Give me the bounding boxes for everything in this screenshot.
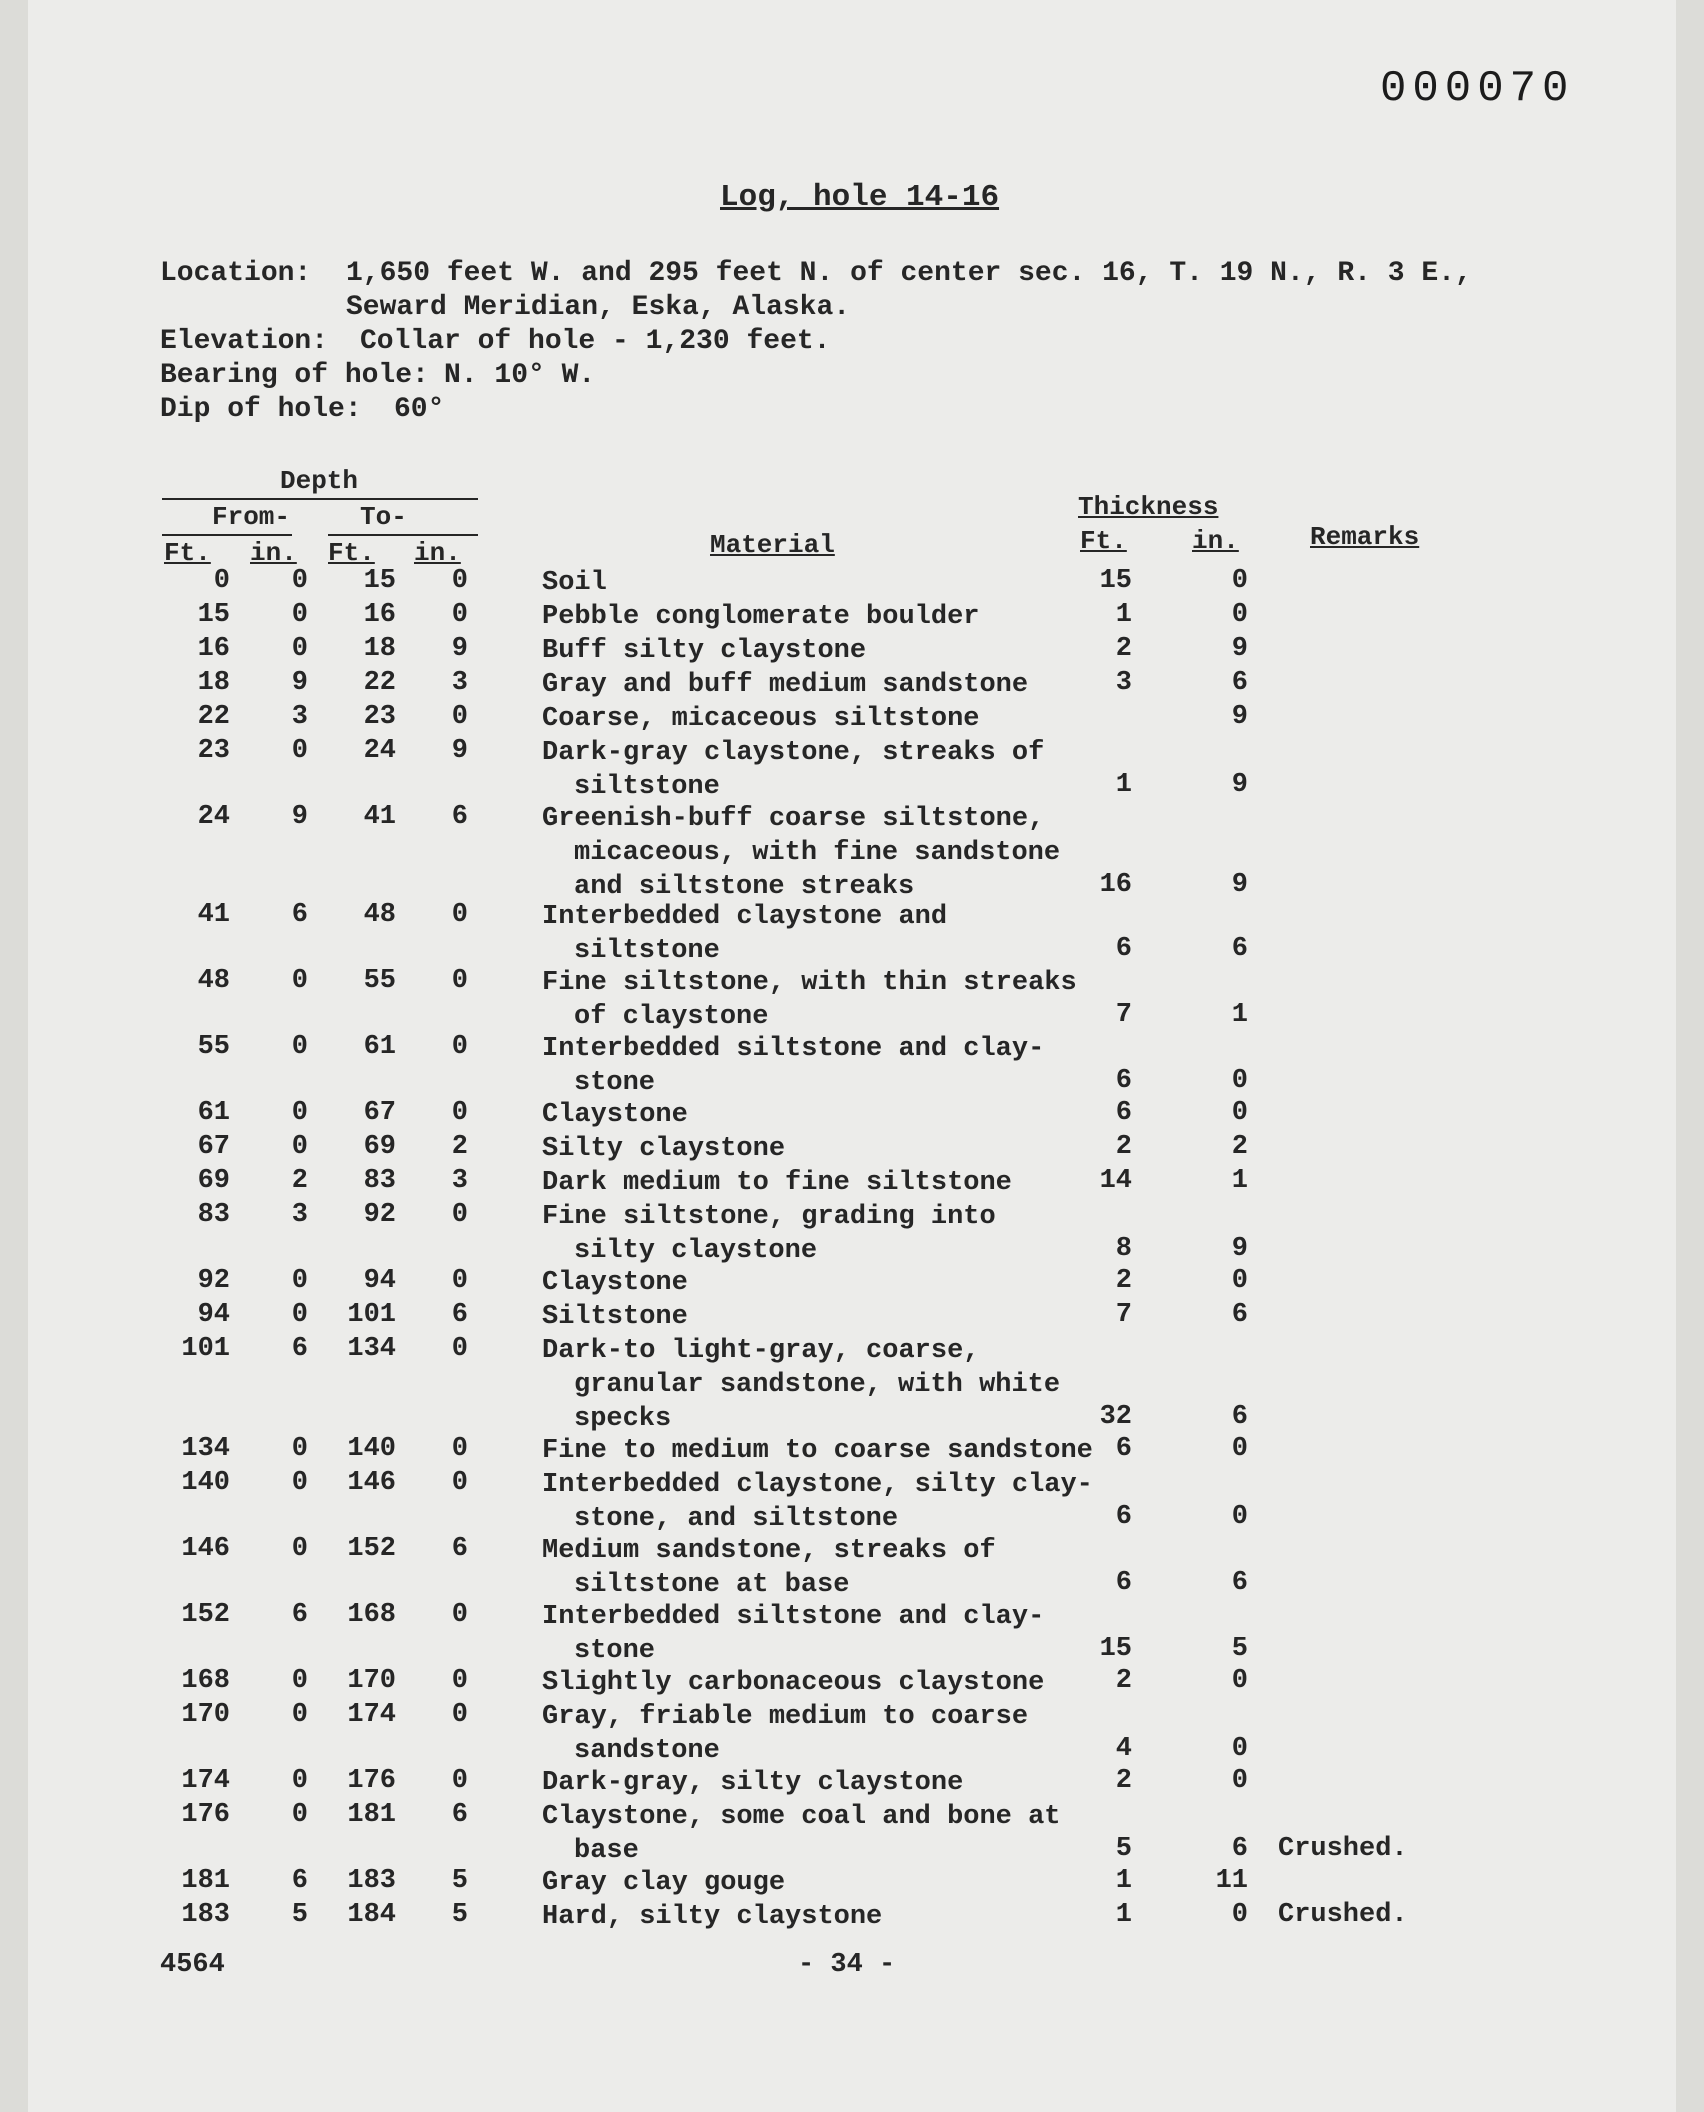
row-material-line: Interbedded claystone, silty clay- <box>542 1470 1093 1500</box>
elevation-value: Collar of hole - 1,230 feet. <box>360 326 831 357</box>
row-to-in: 0 <box>451 966 468 996</box>
row-material-line: Pebble conglomerate boulder <box>542 602 980 632</box>
row-from-ft: 146 <box>181 1534 230 1564</box>
row-from-in: 0 <box>291 1468 308 1498</box>
row-from-in: 0 <box>291 736 308 766</box>
row-to-in: 5 <box>451 1900 468 1930</box>
row-from-ft: 23 <box>197 736 230 766</box>
row-thickness-in: 6 <box>1231 1568 1248 1598</box>
row-to-in: 6 <box>451 802 468 832</box>
row-material-line: stone <box>574 1068 656 1098</box>
row-material <box>542 1600 1102 1668</box>
row-thickness-ft: 1 <box>1115 1900 1132 1930</box>
row-from-in: 9 <box>291 668 308 698</box>
row-thickness-in: 9 <box>1231 1234 1248 1264</box>
footer-code: 4564 <box>160 1950 225 1980</box>
row-from-ft: 168 <box>181 1666 230 1696</box>
row-to-in: 0 <box>451 600 468 630</box>
row-thickness-in: 5 <box>1231 1634 1248 1664</box>
thickness-header: Thickness <box>1078 492 1219 522</box>
row-thickness-in: 0 <box>1231 1734 1248 1764</box>
row-material-line: Greenish-buff coarse siltstone, <box>542 804 1045 834</box>
row-material-line: siltstone <box>574 936 720 966</box>
row-material-line: specks <box>574 1404 672 1434</box>
row-material <box>542 1200 1102 1268</box>
row-to-in: 0 <box>451 900 468 930</box>
row-thickness-ft: 7 <box>1115 1300 1132 1330</box>
row-to-ft: 69 <box>363 1132 396 1162</box>
row-from-ft: 67 <box>197 1132 230 1162</box>
row-thickness-ft: 2 <box>1115 1766 1132 1796</box>
row-from-ft: 134 <box>181 1434 230 1464</box>
row-thickness-in: 6 <box>1231 1402 1248 1432</box>
row-material-line: Fine siltstone, with thin streaks <box>542 968 1077 998</box>
row-to-ft: 55 <box>363 966 396 996</box>
row-to-ft: 15 <box>363 566 396 596</box>
row-from-ft: 101 <box>181 1334 230 1364</box>
row-material <box>542 668 1102 702</box>
row-to-in: 3 <box>451 668 468 698</box>
row-from-in: 5 <box>291 1900 308 1930</box>
row-to-ft: 140 <box>347 1434 396 1464</box>
row-thickness-ft: 6 <box>1115 1568 1132 1598</box>
row-material-line: Coarse, micaceous siltstone <box>542 704 980 734</box>
row-thickness-ft: 1 <box>1115 1866 1132 1896</box>
row-thickness-in: 0 <box>1231 1098 1248 1128</box>
row-thickness-in: 9 <box>1231 702 1248 732</box>
row-to-ft: 176 <box>347 1766 396 1796</box>
row-thickness-in: 9 <box>1231 870 1248 900</box>
row-material <box>542 802 1102 904</box>
row-thickness-ft: 6 <box>1115 1066 1132 1096</box>
row-material-line: Slightly carbonaceous claystone <box>542 1668 1045 1698</box>
row-material-line: Interbedded siltstone and clay- <box>542 1602 1045 1632</box>
row-to-ft: 83 <box>363 1166 396 1196</box>
row-to-in: 0 <box>451 1434 468 1464</box>
row-from-in: 0 <box>291 1800 308 1830</box>
row-material-line: silty claystone <box>574 1236 818 1266</box>
row-to-ft: 94 <box>363 1266 396 1296</box>
row-thickness-in: 1 <box>1231 1166 1248 1196</box>
row-to-ft: 152 <box>347 1534 396 1564</box>
row-from-in: 6 <box>291 1600 308 1630</box>
row-from-in: 0 <box>291 566 308 596</box>
row-thickness-in: 0 <box>1231 600 1248 630</box>
to-in-header: in. <box>414 538 461 568</box>
row-thickness-in: 0 <box>1231 1434 1248 1464</box>
row-from-in: 0 <box>291 1098 308 1128</box>
row-thickness-in: 1 <box>1231 1000 1248 1030</box>
row-thickness-in: 6 <box>1231 1834 1248 1864</box>
depth-header: Depth <box>280 466 359 496</box>
row-material <box>542 600 1102 634</box>
row-thickness-in: 11 <box>1215 1866 1248 1896</box>
material-header: Material <box>710 530 835 560</box>
row-material <box>542 1700 1102 1768</box>
row-from-in: 9 <box>291 802 308 832</box>
row-from-ft: 15 <box>197 600 230 630</box>
row-to-ft: 174 <box>347 1700 396 1730</box>
row-material <box>542 1300 1102 1334</box>
row-thickness-in: 0 <box>1231 1900 1248 1930</box>
row-from-ft: 61 <box>197 1098 230 1128</box>
row-material-line: Claystone <box>542 1268 688 1298</box>
row-to-in: 2 <box>451 1132 468 1162</box>
row-to-ft: 23 <box>363 702 396 732</box>
row-thickness-ft: 2 <box>1115 1666 1132 1696</box>
row-thickness-in: 2 <box>1231 1132 1248 1162</box>
row-from-in: 0 <box>291 1534 308 1564</box>
row-from-ft: 152 <box>181 1600 230 1630</box>
row-to-in: 5 <box>451 1866 468 1896</box>
row-from-ft: 22 <box>197 702 230 732</box>
bearing-value: N. 10° W. <box>444 360 596 391</box>
row-material <box>542 634 1102 668</box>
row-to-ft: 170 <box>347 1666 396 1696</box>
row-from-ft: 16 <box>197 634 230 664</box>
row-material-line: Dark-gray claystone, streaks of <box>542 738 1045 768</box>
row-from-ft: 18 <box>197 668 230 698</box>
row-to-ft: 18 <box>363 634 396 664</box>
row-from-in: 0 <box>291 1666 308 1696</box>
location-line-1: 1,650 feet W. and 295 feet N. of center sec. 16, T. 19 N., R. 3 E., <box>346 258 1472 289</box>
row-material <box>542 1866 1102 1900</box>
row-to-ft: 183 <box>347 1866 396 1896</box>
elevation-label: Elevation: <box>160 326 329 357</box>
row-material <box>542 966 1102 1034</box>
from-header: From- <box>212 502 291 532</box>
row-material <box>542 702 1102 736</box>
remarks-header: Remarks <box>1310 522 1420 552</box>
row-to-in: 0 <box>451 702 468 732</box>
serial-number: 000070 <box>1380 64 1575 114</box>
row-to-in: 9 <box>451 634 468 664</box>
row-thickness-in: 0 <box>1231 566 1248 596</box>
row-thickness-ft: 6 <box>1115 1502 1132 1532</box>
row-from-ft: 140 <box>181 1468 230 1498</box>
row-thickness-in: 0 <box>1231 1066 1248 1096</box>
row-to-in: 0 <box>451 1766 468 1796</box>
row-from-in: 0 <box>291 1700 308 1730</box>
row-material <box>542 1900 1102 1934</box>
page-number: - 34 - <box>798 1950 896 1980</box>
row-material <box>542 1534 1102 1602</box>
row-material-line: micaceous, with fine sandstone <box>574 838 1061 868</box>
row-to-ft: 48 <box>363 900 396 930</box>
document-page <box>28 0 1676 2112</box>
row-thickness-ft: 3 <box>1115 668 1132 698</box>
row-from-ft: 69 <box>197 1166 230 1196</box>
to-header: To- <box>360 502 407 532</box>
row-material-line: Interbedded claystone and <box>542 902 948 932</box>
row-material <box>542 1434 1102 1468</box>
row-from-ft: 94 <box>197 1300 230 1330</box>
row-material-line: and siltstone streaks <box>574 872 915 902</box>
row-to-ft: 101 <box>347 1300 396 1330</box>
row-from-in: 3 <box>291 702 308 732</box>
row-from-in: 0 <box>291 966 308 996</box>
row-thickness-ft: 15 <box>1099 1634 1132 1664</box>
row-thickness-ft: 8 <box>1115 1234 1132 1264</box>
row-from-in: 6 <box>291 1334 308 1364</box>
from-in-header: in. <box>250 538 297 568</box>
row-thickness-ft: 7 <box>1115 1000 1132 1030</box>
page-title: Log, hole 14-16 <box>720 180 1000 215</box>
thickness-in-header: in. <box>1192 526 1239 556</box>
row-thickness-ft: 2 <box>1115 1132 1132 1162</box>
row-thickness-ft: 1 <box>1115 600 1132 630</box>
row-to-ft: 146 <box>347 1468 396 1498</box>
row-to-in: 0 <box>451 1032 468 1062</box>
row-to-ft: 134 <box>347 1334 396 1364</box>
row-thickness-ft: 6 <box>1115 1098 1132 1128</box>
row-thickness-in: 0 <box>1231 1666 1248 1696</box>
row-material-line: Interbedded siltstone and clay- <box>542 1034 1045 1064</box>
row-to-ft: 22 <box>363 668 396 698</box>
location-label: Location: <box>160 258 312 289</box>
row-from-in: 0 <box>291 1300 308 1330</box>
row-thickness-ft: 14 <box>1099 1166 1132 1196</box>
row-to-ft: 168 <box>347 1600 396 1630</box>
row-to-in: 0 <box>451 1266 468 1296</box>
row-material <box>542 1334 1102 1436</box>
row-thickness-ft: 2 <box>1115 1266 1132 1296</box>
row-from-ft: 0 <box>213 566 230 596</box>
row-to-in: 6 <box>451 1300 468 1330</box>
row-thickness-in: 9 <box>1231 770 1248 800</box>
row-material-line: base <box>574 1836 639 1866</box>
row-material-line: Dark-to light-gray, coarse, <box>542 1336 980 1366</box>
dip-value: 60° <box>394 394 445 425</box>
to-header-rule <box>328 534 478 536</box>
row-thickness-in: 0 <box>1231 1502 1248 1532</box>
dip-label: Dip of hole: <box>160 394 362 425</box>
row-to-in: 0 <box>451 1600 468 1630</box>
row-to-in: 9 <box>451 736 468 766</box>
row-to-in: 6 <box>451 1800 468 1830</box>
row-material <box>542 1032 1102 1100</box>
row-to-ft: 92 <box>363 1200 396 1230</box>
row-material <box>542 1266 1102 1300</box>
row-thickness-in: 0 <box>1231 1266 1248 1296</box>
row-to-in: 3 <box>451 1166 468 1196</box>
row-material-line: siltstone at base <box>574 1570 850 1600</box>
from-header-rule <box>162 534 292 536</box>
row-material-line: of claystone <box>574 1002 769 1032</box>
row-from-ft: 83 <box>197 1200 230 1230</box>
depth-header-rule <box>162 498 478 500</box>
row-to-ft: 181 <box>347 1800 396 1830</box>
row-from-ft: 183 <box>181 1900 230 1930</box>
row-thickness-ft: 6 <box>1115 1434 1132 1464</box>
row-material-line: granular sandstone, with white <box>574 1370 1061 1400</box>
row-remarks: Crushed. <box>1278 1834 1408 1864</box>
row-material <box>542 1800 1102 1868</box>
row-to-in: 0 <box>451 566 468 596</box>
row-material-line: siltstone <box>574 772 720 802</box>
row-from-ft: 181 <box>181 1866 230 1896</box>
row-material-line: Soil <box>542 568 607 598</box>
row-thickness-ft: 32 <box>1099 1402 1132 1432</box>
row-thickness-ft: 4 <box>1115 1734 1132 1764</box>
row-material-line: Gray and buff medium sandstone <box>542 670 1029 700</box>
row-to-ft: 67 <box>363 1098 396 1128</box>
row-material-line: Gray, friable medium to coarse <box>542 1702 1029 1732</box>
bearing-label: Bearing of hole: <box>160 360 429 391</box>
row-thickness-in: 6 <box>1231 1300 1248 1330</box>
row-material <box>542 736 1102 804</box>
row-material <box>542 1766 1102 1800</box>
row-material-line: Silty claystone <box>542 1134 786 1164</box>
row-thickness-ft: 16 <box>1099 870 1132 900</box>
row-material-line: Gray clay gouge <box>542 1868 786 1898</box>
row-thickness-ft: 5 <box>1115 1834 1132 1864</box>
row-to-in: 0 <box>451 1098 468 1128</box>
row-to-in: 0 <box>451 1468 468 1498</box>
row-material-line: Siltstone <box>542 1302 688 1332</box>
row-from-in: 3 <box>291 1200 308 1230</box>
row-to-in: 0 <box>451 1700 468 1730</box>
row-material-line: Hard, silty claystone <box>542 1902 883 1932</box>
row-from-ft: 41 <box>197 900 230 930</box>
row-material <box>542 1098 1102 1132</box>
row-material-line: sandstone <box>574 1736 720 1766</box>
row-thickness-in: 0 <box>1231 1766 1248 1796</box>
row-material <box>542 1468 1102 1536</box>
row-material <box>542 566 1102 600</box>
row-from-in: 6 <box>291 1866 308 1896</box>
row-thickness-in: 6 <box>1231 934 1248 964</box>
row-from-in: 0 <box>291 1132 308 1162</box>
row-from-in: 0 <box>291 600 308 630</box>
row-from-in: 6 <box>291 900 308 930</box>
row-material <box>542 1166 1102 1200</box>
row-from-ft: 176 <box>181 1800 230 1830</box>
row-from-in: 0 <box>291 1434 308 1464</box>
to-ft-header: Ft. <box>328 538 375 568</box>
row-material-line: Buff silty claystone <box>542 636 867 666</box>
row-to-in: 0 <box>451 1666 468 1696</box>
row-material-line: stone <box>574 1636 656 1666</box>
row-thickness-in: 6 <box>1231 668 1248 698</box>
row-from-in: 2 <box>291 1166 308 1196</box>
row-from-ft: 174 <box>181 1766 230 1796</box>
row-remarks: Crushed. <box>1278 1900 1408 1930</box>
row-material-line: Dark-gray, silty claystone <box>542 1768 964 1798</box>
row-material-line: Dark medium to fine siltstone <box>542 1168 1012 1198</box>
row-from-ft: 48 <box>197 966 230 996</box>
row-to-ft: 61 <box>363 1032 396 1062</box>
row-material-line: Fine siltstone, grading into <box>542 1202 996 1232</box>
row-to-ft: 16 <box>363 600 396 630</box>
row-thickness-ft: 1 <box>1115 770 1132 800</box>
row-material-line: Medium sandstone, streaks of <box>542 1536 996 1566</box>
row-from-in: 0 <box>291 1266 308 1296</box>
row-material-line: stone, and siltstone <box>574 1504 899 1534</box>
row-material-line: Claystone, some coal and bone at <box>542 1802 1061 1832</box>
location-line-2: Seward Meridian, Eska, Alaska. <box>346 292 851 323</box>
row-from-ft: 170 <box>181 1700 230 1730</box>
row-to-in: 0 <box>451 1334 468 1364</box>
row-thickness-ft: 6 <box>1115 934 1132 964</box>
row-from-in: 0 <box>291 1032 308 1062</box>
row-thickness-ft: 15 <box>1099 566 1132 596</box>
row-to-ft: 184 <box>347 1900 396 1930</box>
row-to-ft: 41 <box>363 802 396 832</box>
row-to-ft: 24 <box>363 736 396 766</box>
row-from-ft: 24 <box>197 802 230 832</box>
row-to-in: 6 <box>451 1534 468 1564</box>
row-material <box>542 900 1102 968</box>
thickness-ft-header: Ft. <box>1080 526 1127 556</box>
row-material-line: Fine to medium to coarse sandstone <box>542 1436 1093 1466</box>
row-material-line: Claystone <box>542 1100 688 1130</box>
row-thickness-in: 9 <box>1231 634 1248 664</box>
row-to-in: 0 <box>451 1200 468 1230</box>
row-from-in: 0 <box>291 634 308 664</box>
row-from-ft: 92 <box>197 1266 230 1296</box>
row-material <box>542 1666 1102 1700</box>
row-material <box>542 1132 1102 1166</box>
row-thickness-ft: 2 <box>1115 634 1132 664</box>
from-ft-header: Ft. <box>164 538 211 568</box>
row-from-in: 0 <box>291 1766 308 1796</box>
row-from-ft: 55 <box>197 1032 230 1062</box>
